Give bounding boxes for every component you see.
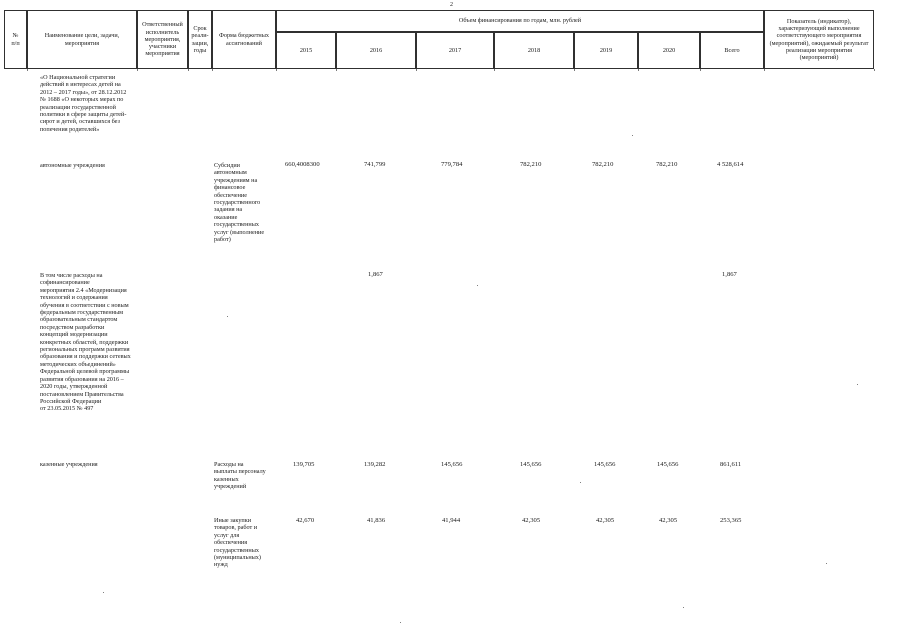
header-executor: Ответственный исполнитель мероприятия, участники мероприятия — [137, 10, 188, 69]
row-name: «О Национальной стратегии действий в интересах детей на 2012 – 2017 годы», от 28.12.2012 № 1688 «О некоторых мерах по реализации государственной политики в сфере защиты детей- сирот и детей, оставшихся без попечения родителей» — [40, 74, 127, 133]
scan-speck — [227, 316, 228, 317]
column-guide — [336, 69, 337, 71]
scan-speck — [683, 607, 684, 608]
header-year-2016: 2016 — [336, 32, 416, 69]
value-2016: 1,867 — [368, 271, 383, 278]
column-guide — [574, 69, 575, 71]
scan-speck — [103, 592, 104, 593]
value-2015: 139,705 — [293, 461, 315, 468]
column-guide — [188, 69, 189, 71]
column-guide — [276, 69, 277, 71]
scan-speck — [400, 622, 401, 623]
column-guide — [416, 69, 417, 71]
scan-speck — [826, 563, 827, 564]
value-2019: 42,305 — [596, 517, 615, 524]
header-year-total: Всего — [700, 32, 764, 69]
header-year-2020: 2020 — [638, 32, 700, 69]
row-form: Иные закупки товаров, работ и услуг для обеспечения государственных (муниципальных) нужд — [214, 517, 261, 569]
value-2017: 41,944 — [442, 517, 461, 524]
value-2017: 145,656 — [441, 461, 463, 468]
scan-speck — [632, 135, 633, 136]
header-name: Наименование цели, задачи, мероприятия — [27, 10, 137, 69]
row-name: казенные учреждения — [40, 461, 98, 468]
row-form: Субсидии автономным учреждениям на финансовое обеспечение государственного задания на оказание государственных услуг (выполнение работ) — [214, 162, 265, 244]
header-year-2018: 2018 — [494, 32, 574, 69]
row-name: В том числе расходы на софинансирование мероприятия 2.4 «Модернизация технологий и содержания обучения в соответствии с новым федеральным государственным образовательным стандартом посредством разработки концепций модернизации конкретных областей, поддержки региональных программ развития образования и поддержки сетевых методических объединений» Федеральной целевой программы развития образования на 2016 – 2020 годы, утвержденной постановлением Правительства Российской Федерации от 23.05.2015 № 497 — [40, 272, 131, 413]
value-2018: 782,210 — [520, 161, 542, 168]
header-year-2019: 2019 — [574, 32, 638, 69]
column-guide — [638, 69, 639, 71]
row-name: автономные учреждения — [40, 162, 105, 169]
value-2017: 779,784 — [441, 161, 463, 168]
value-2020: 42,305 — [659, 517, 678, 524]
header-year-2015: 2015 — [276, 32, 336, 69]
value-2019: 145,656 — [594, 461, 616, 468]
value-2018: 42,305 — [522, 517, 541, 524]
value-total: 861,611 — [720, 461, 742, 468]
value-2020: 145,656 — [657, 461, 679, 468]
header-funding-group: Объем финансирования по годам, млн. рублей — [276, 10, 764, 32]
column-guide — [27, 69, 28, 71]
value-2016: 41,836 — [367, 517, 386, 524]
column-guide — [700, 69, 701, 71]
value-2020: 782,210 — [656, 161, 678, 168]
header-num: № п/п — [4, 10, 27, 69]
value-2015: 660,4008300 — [285, 161, 320, 168]
value-2018: 145,656 — [520, 461, 542, 468]
row-form: Расходы на выплаты персоналу казенных учреждений — [214, 461, 266, 491]
header-term: Срок реали-зации, годы — [188, 10, 212, 69]
scan-speck — [580, 482, 581, 483]
column-guide — [874, 69, 875, 71]
column-guide — [764, 69, 765, 71]
value-total: 1,867 — [722, 271, 737, 278]
value-total: 4 528,614 — [717, 161, 744, 168]
header-form: Форма бюджетных ассигнований — [212, 10, 276, 69]
column-guide — [212, 69, 213, 71]
value-2016: 139,282 — [364, 461, 386, 468]
value-2015: 42,670 — [296, 517, 315, 524]
value-2016: 741,799 — [364, 161, 386, 168]
value-2019: 782,210 — [592, 161, 614, 168]
header-indicator: Показатель (индикатор), характеризующий выполнение соответствующего мероприятия (мероприятий), ожидаемый результат реализации мероприятия (мероприятий) — [764, 10, 874, 69]
column-guide — [494, 69, 495, 71]
scan-speck — [857, 384, 858, 385]
scan-speck — [477, 285, 478, 286]
page-number: 2 — [450, 2, 453, 8]
column-guide — [137, 69, 138, 71]
header-year-2017: 2017 — [416, 32, 494, 69]
value-total: 253,365 — [720, 517, 742, 524]
